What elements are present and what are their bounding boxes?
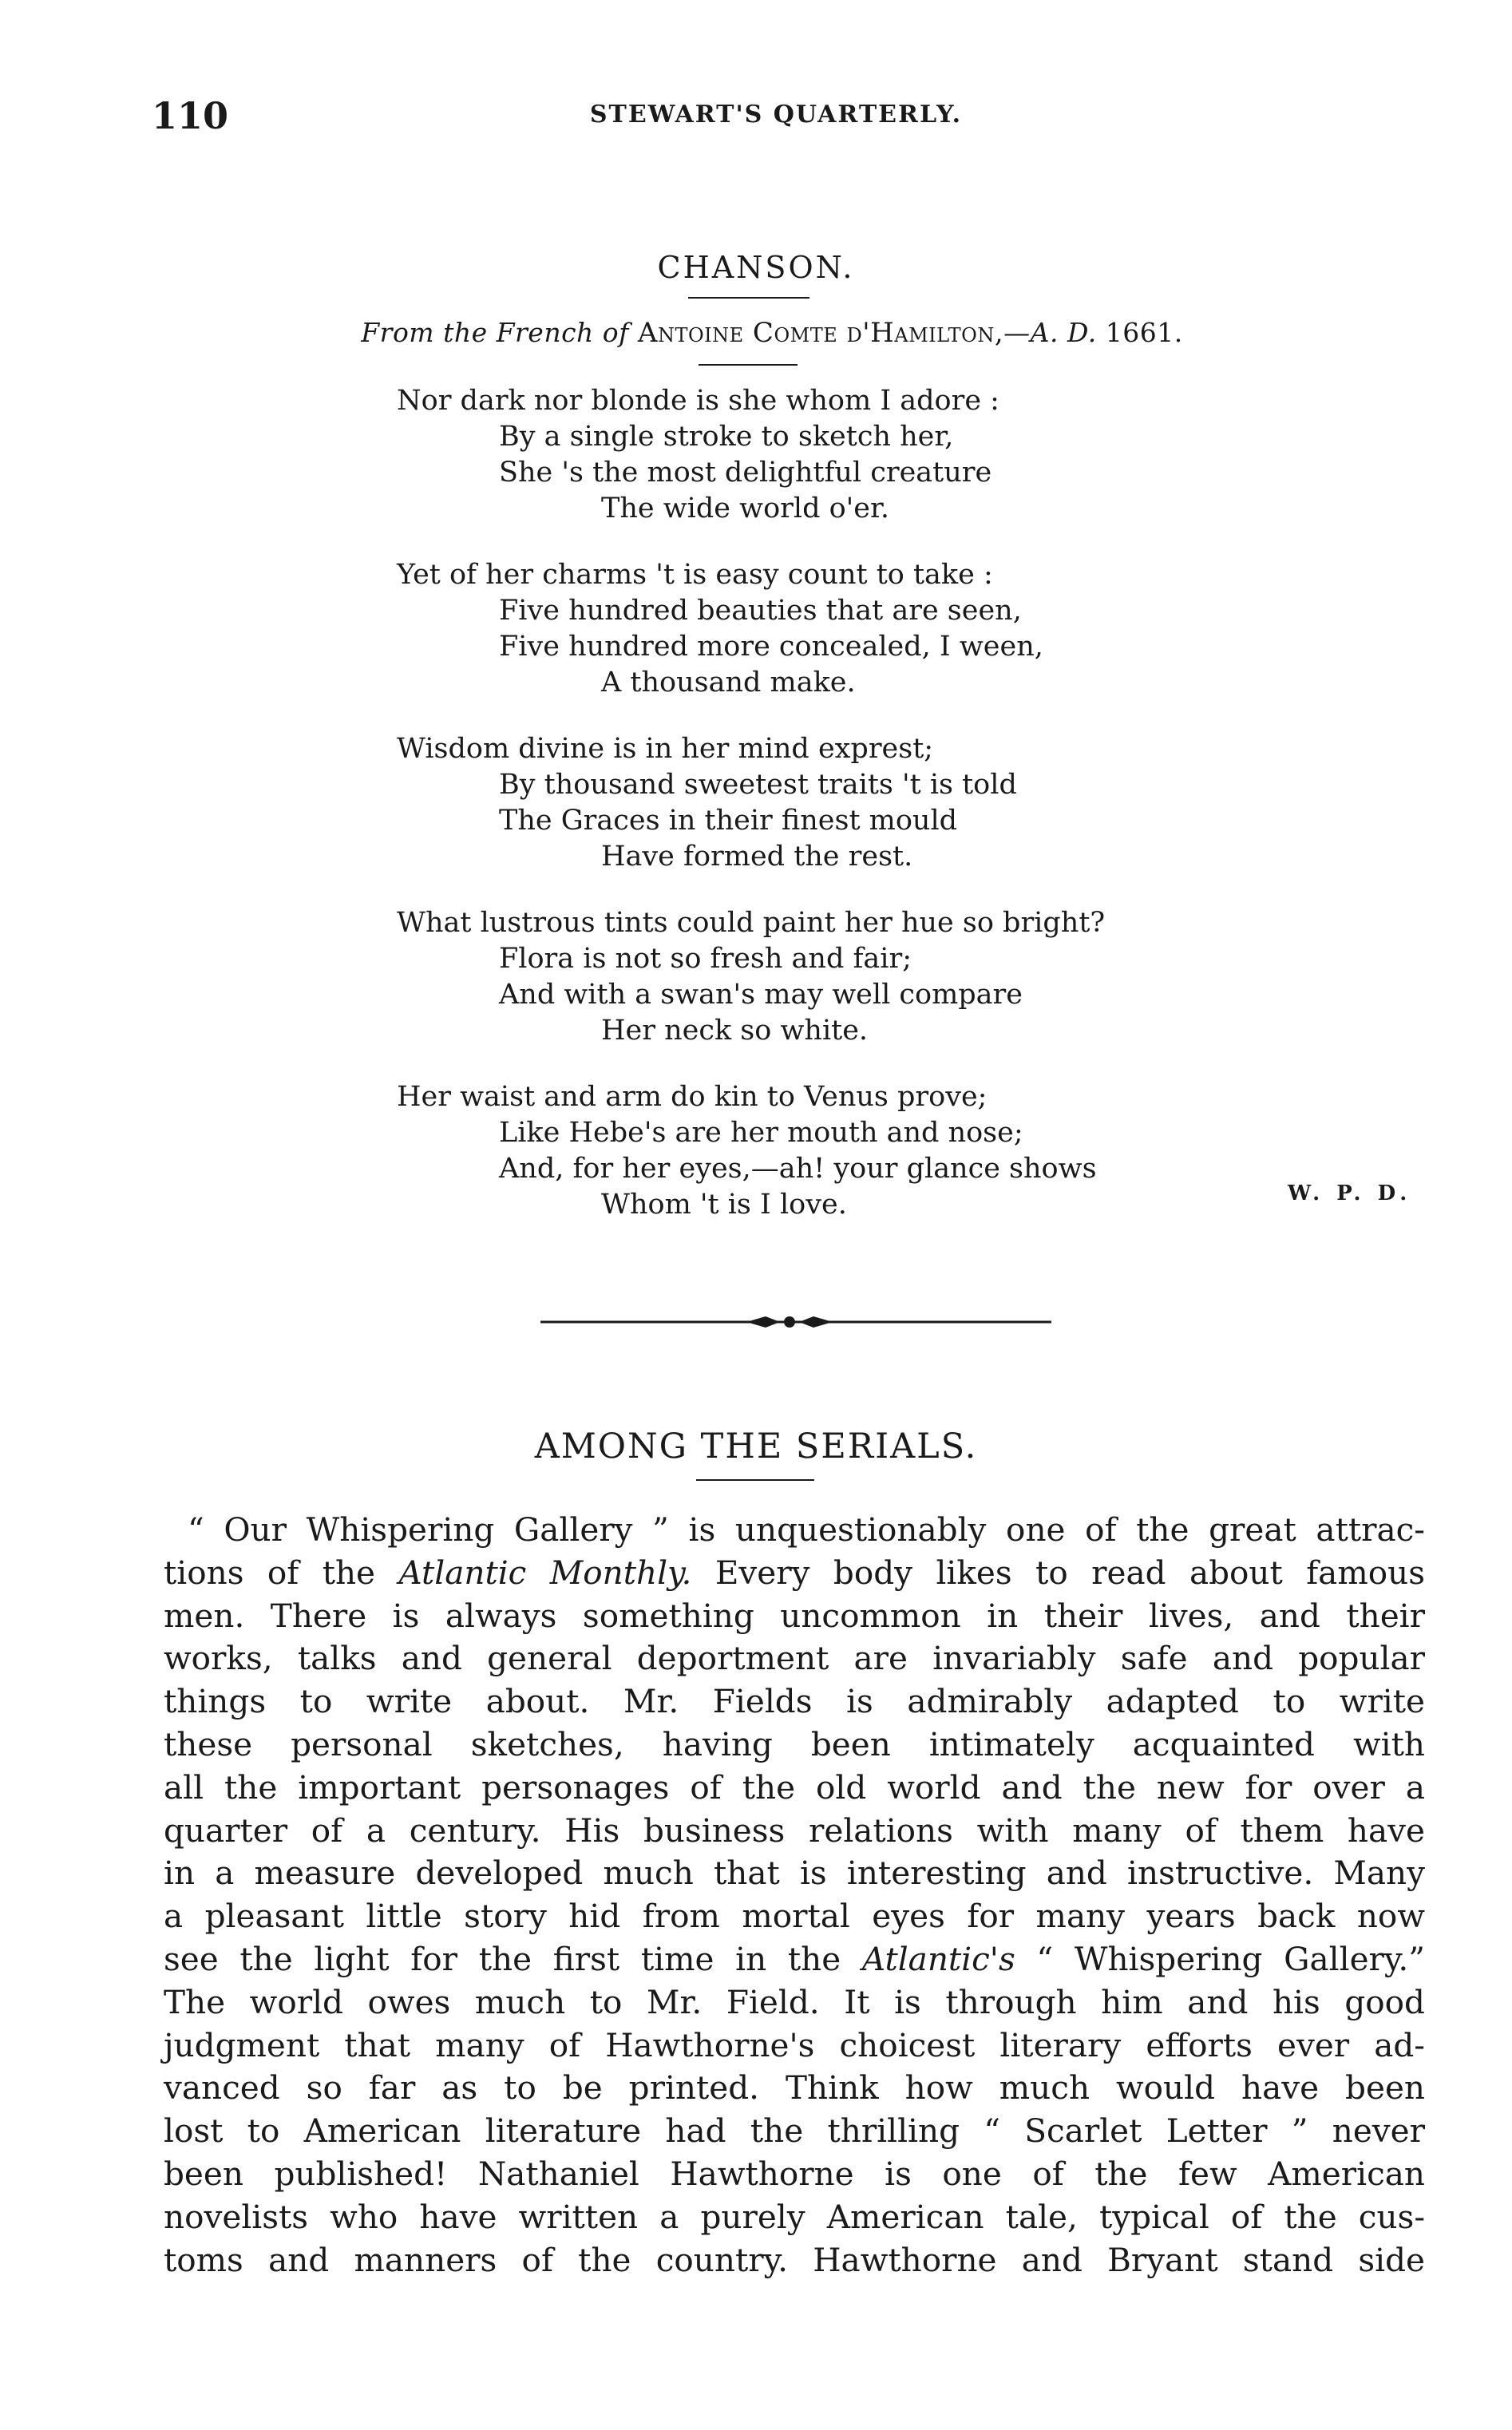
- attribution-author: Antoine Comte d'Hamilton,: [637, 317, 1004, 349]
- page-number: 110: [152, 94, 229, 137]
- attribution-rule: [699, 364, 798, 366]
- poem-line: Nor dark nor blonde is she whom I adore :: [397, 385, 999, 417]
- prose-line: lost to American literature had the thrilling “ Scarlet Letter ” never: [164, 2111, 1425, 2151]
- prose-line: a pleasant little story hid from mortal eyes for many years back now: [164, 1897, 1425, 1936]
- ornamental-divider: [540, 1310, 1051, 1334]
- poem-title: CHANSON.: [657, 250, 855, 285]
- poem-line: Like Hebe's are her mouth and nose;: [499, 1117, 1023, 1149]
- prose-line: vanced so far as to be printed. Think how much would have been: [164, 2068, 1425, 2107]
- poem-line: What lustrous tints could paint her hue so bright?: [397, 907, 1106, 939]
- serials-body: [164, 1509, 1425, 2282]
- poem-body: [397, 383, 1105, 1253]
- poem-line: Flora is not so fresh and fair;: [499, 943, 912, 975]
- attribution-dash: —: [1003, 317, 1031, 348]
- attribution-date-label: A. D.: [1030, 317, 1097, 348]
- poem-title-rule: [688, 297, 809, 299]
- attribution-year: 1661.: [1105, 317, 1183, 348]
- stanza: [397, 731, 1105, 875]
- italic-title: Atlantic Monthly.: [398, 1553, 692, 1592]
- prose-line: in a measure developed much that is interesting and instructive. Many: [164, 1854, 1425, 1893]
- serials-title-rule: [696, 1479, 814, 1481]
- poem-attribution: [0, 317, 1512, 349]
- poem-line: And, for her eyes,—ah! your glance shows: [499, 1153, 1097, 1185]
- prose-line: toms and manners of the country. Hawthorne and Bryant stand side: [164, 2240, 1425, 2279]
- running-head-title: STEWART'S QUARTERLY.: [589, 101, 963, 129]
- poem-line: Her neck so white.: [601, 1015, 869, 1047]
- poem-line: Five hundred beauties that are seen,: [499, 595, 1022, 627]
- stanza: [397, 557, 1105, 701]
- poem-line: And with a swan's may well compare: [499, 979, 1023, 1011]
- poem-line: Yet of her charms 't is easy count to take :: [397, 559, 993, 591]
- poem-line: She 's the most delightful creature: [499, 457, 992, 489]
- prose-line: things to write about. Mr. Fields is admirably adapted to write: [164, 1682, 1425, 1721]
- prose-line: quarter of a century. His business relations with many of them have: [164, 1811, 1425, 1850]
- prose-line: these personal sketches, having been intimately acquainted with: [164, 1724, 1425, 1763]
- prose-line: The world owes much to Mr. Field. It is through him and his good: [164, 1982, 1425, 2021]
- prose-line: novelists who have written a purely American tale, typical of the cus-: [164, 2197, 1425, 2236]
- poem-line: A thousand make.: [601, 667, 856, 699]
- stanza: [397, 383, 1105, 527]
- prose-line: “ Our Whispering Gallery ” is unquestionably one of the great attrac-: [188, 1510, 1425, 1549]
- italic-title: Atlantic's: [861, 1939, 1015, 1978]
- poem-line: Have formed the rest.: [601, 841, 913, 873]
- stanza: [397, 1079, 1105, 1223]
- serials-title: AMONG THE SERIALS.: [534, 1427, 978, 1466]
- poem-line: By thousand sweetest traits 't is told: [499, 769, 1017, 801]
- prose-line: works, talks and general deportment are invariably safe and popular: [164, 1639, 1425, 1678]
- poem-line: Whom 't is I love.: [601, 1189, 847, 1221]
- running-header: [152, 94, 1360, 142]
- prose-line: tions of the Atlantic Monthly. Every body likes to read about famous: [164, 1553, 1425, 1592]
- stanza: [397, 905, 1105, 1049]
- prose-line: men. There is always something uncommon in their lives, and their: [164, 1596, 1425, 1635]
- prose-line: all the important personages of the old world and the new for over a: [164, 1767, 1425, 1807]
- prose-line: been published! Nathaniel Hawthorne is one of the few American: [164, 2154, 1425, 2193]
- attribution-prefix: From the French of: [361, 317, 629, 348]
- poem-line: Her waist and arm do kin to Venus prove;: [397, 1081, 988, 1113]
- poem-line: The Graces in their finest mould: [499, 805, 958, 837]
- poem-line: The wide world o'er.: [601, 493, 890, 524]
- poem-line: Wisdom divine is in her mind exprest;: [397, 733, 934, 765]
- prose-line: judgment that many of Hawthorne's choicest literary efforts ever ad-: [164, 2025, 1425, 2064]
- poem-line: By a single stroke to sketch her,: [499, 421, 954, 453]
- prose-line: see the light for the first time in the Atlantic's “ Whispering Gallery.”: [164, 1939, 1425, 1978]
- poem-line: Five hundred more concealed, I ween,: [499, 631, 1043, 663]
- poem-signature: W. P. D.: [1288, 1181, 1412, 1205]
